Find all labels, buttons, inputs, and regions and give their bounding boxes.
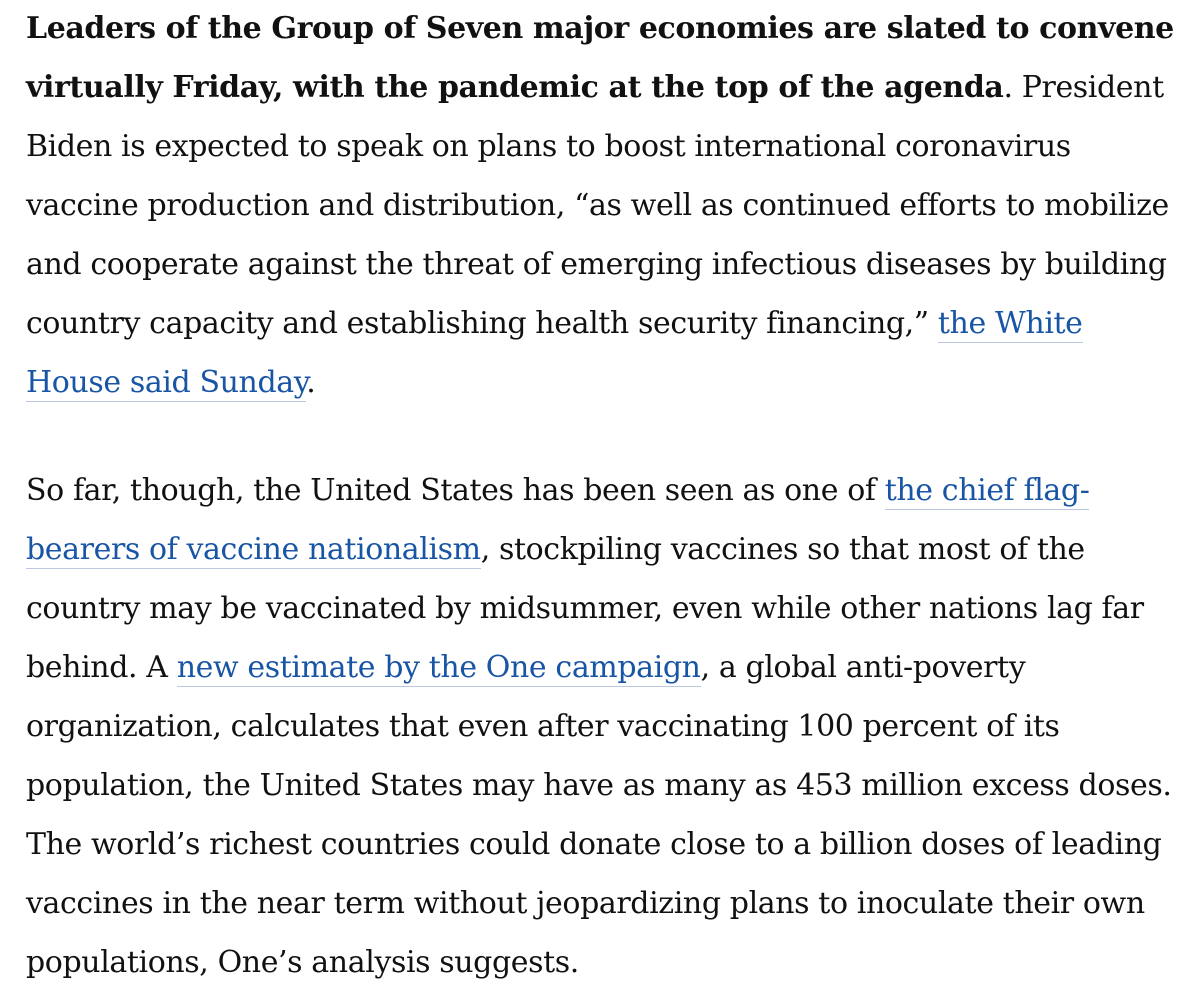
paragraph-text: , stockpiling vaccines so that most of the country may be vaccinated by midsummer, even while other nations lag far behind. A bbox=[26, 532, 1144, 685]
one-campaign-link[interactable]: new estimate by the One campaign bbox=[176, 650, 701, 685]
paragraph-g7-summit bbox=[26, 0, 1178, 412]
paragraph-text: . bbox=[306, 365, 316, 400]
paragraph-text: . President Biden is expected to speak on plans to boost international coronavirus vaccine production and distribution, “as well as continued efforts to mobilize and cooperate against the threat of emerging infectious diseases by building country capacity and establishing health security financing,” bbox=[26, 70, 1169, 341]
paragraph-text: So far, though, the United States has been seen as one of bbox=[26, 473, 885, 508]
paragraph-vaccine-nationalism bbox=[26, 461, 1178, 992]
lead-bold-text: Leaders of the Group of Seven major economies are slated to convene virtually Friday, with the pandemic at the top of the agenda bbox=[26, 11, 1174, 105]
white-house-link[interactable]: the White House said Sunday bbox=[26, 306, 1083, 400]
paragraph-text: , a global anti-poverty organization, calculates that even after vaccinating 100 percent of its population, the United States may have as many as 453 million excess doses. The world’s richest countries could donate close to a billion doses of leading vaccines in the near term without jeopardizing plans to inoculate their own populations, One’s analysis suggests. bbox=[26, 650, 1172, 980]
vaccine-nationalism-link[interactable]: the chief flag-bearers of vaccine nationalism bbox=[26, 473, 1090, 567]
